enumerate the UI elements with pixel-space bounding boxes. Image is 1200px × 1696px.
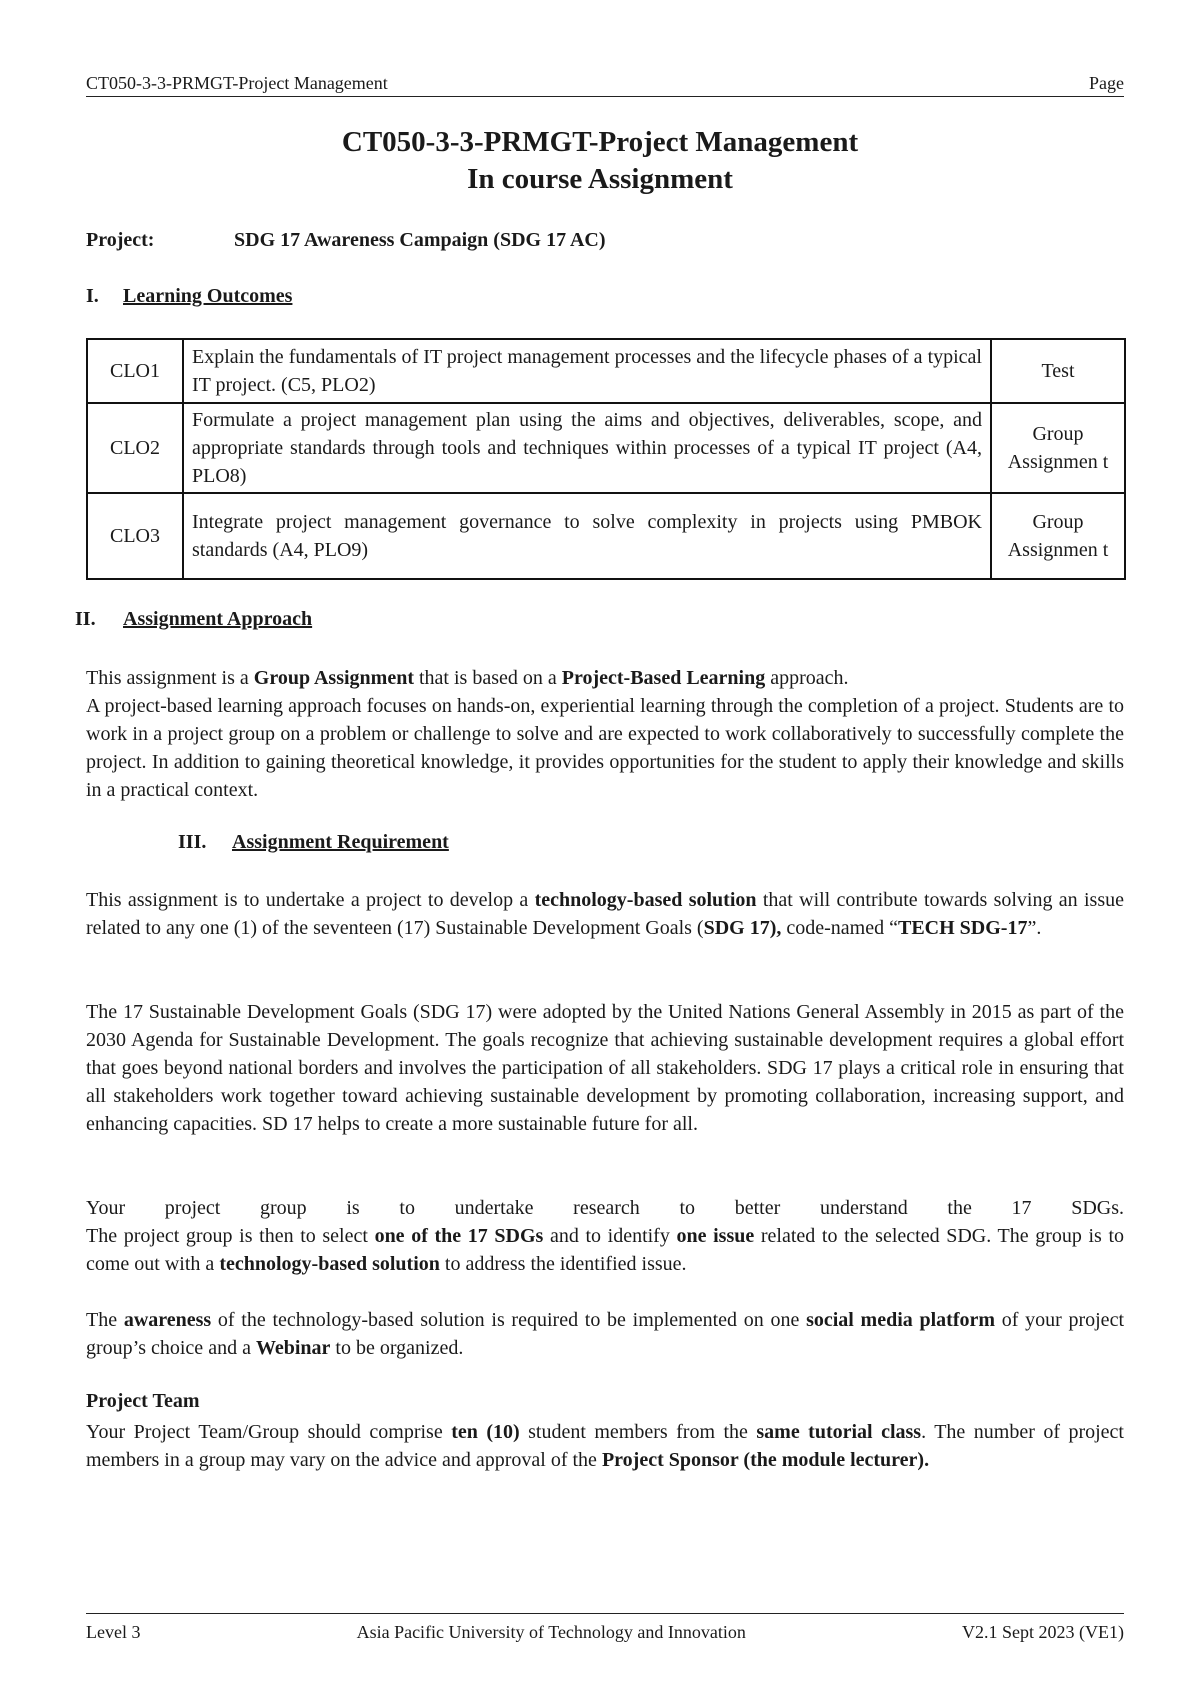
header-course-code: CT050-3-3-PRMGT-Project Management [86, 73, 388, 93]
clo-description: Explain the fundamentals of IT project management processes and the lifecycle phases of a typical IT project. (C5, PLO2) [183, 339, 991, 403]
title-line-1: CT050-3-3-PRMGT-Project Management [341, 126, 859, 158]
requirement-paragraph-2: The 17 Sustainable Development Goals (SDG 17) were adopted by the United Nations General Assembly in 2015 as part of the 2030 Agenda for Sustainable Development. The goals recognize that achieving sustainable development requires a global effort that goes beyond national borders and involves the participation of all stakeholders. SDG 17 plays a critical role in ensuring that all stakeholders work together toward achieving sustainable development by promoting collaboration, increasing support, and enhancing capacities. SD 17 helps to create a more sustainable future for all. [86, 1001, 1124, 1135]
clo-description: Integrate project management governance to solve complexity in projects using PMBOK standards (A4, PLO9) [183, 493, 991, 579]
title-line-2: In course Assignment [467, 163, 733, 195]
header-page-label: Page [1089, 73, 1124, 93]
section-assignment-approach [75, 608, 312, 631]
requirement-paragraph-3: Your project group is to undertake research to better understand the 17 SDGs. The project group is then to select one of the 17 SDGs and to identify one issue related to the selected SDG. The group is to come out with a technology-based solution to address the identified issue. [86, 1197, 1125, 1275]
learning-outcomes-table [86, 338, 1126, 580]
section-assignment-requirement [178, 831, 449, 854]
project-line [86, 229, 606, 252]
approach-paragraph-2: A project-based learning approach focuses on hands-on, experiential learning through the completion of a project. Students are to work in a project group on a problem or challenge to solve and are expected to work collaboratively to successfully complete the project. In addition to gaining theoretical knowledge, it provides opportunities for the student to apply their knowledge and skills in a practical context. [86, 695, 1124, 801]
document-title [0, 124, 1200, 198]
section-learning-outcomes [86, 285, 292, 308]
requirement-paragraph-1: This assignment is to undertake a project to develop a technology-based solution that will contribute towards solving an issue related to any one (1) of the seventeen (17) Sustainable Development Goals (SDG 17), code-named “TECH SDG-17”. [86, 889, 1124, 939]
footer-university: Asia Pacific University of Technology and Innovation [356, 1622, 746, 1642]
section-title: Assignment Approach [123, 608, 313, 630]
section-number: III. [178, 831, 207, 853]
clo-code: CLO2 [87, 403, 183, 493]
clo-description: Formulate a project management plan using the aims and objectives, deliverables, scope, and appropriate standards through tools and techniques within processes of a typical IT project (A4, PLO8) [183, 403, 991, 493]
table-row [87, 403, 1125, 493]
project-team-heading: Project Team [86, 1390, 200, 1412]
approach-paragraph-1: This assignment is a Group Assignment that is based on a Project-Based Learning approach. [86, 667, 849, 689]
clo-assessment: Group Assignmen t [991, 403, 1125, 493]
section-title: Learning Outcomes [123, 285, 293, 307]
page-footer [86, 1613, 1124, 1643]
project-label: Project: [86, 229, 155, 251]
clo-assessment: Group Assignmen t [991, 493, 1125, 579]
clo-code: CLO3 [87, 493, 183, 579]
requirement-paragraph-4: The awareness of the technology-based solution is required to be implemented on one social media platform of your project group’s choice and a Webinar to be organized. [86, 1309, 1124, 1359]
clo-assessment: Test [991, 339, 1125, 403]
project-team-paragraph: Your Project Team/Group should comprise ten (10) student members from the same tutorial class. The number of project members in a group may vary on the advice and approval of the Project Sponsor (the module lecturer). [86, 1421, 1124, 1471]
section-title: Assignment Requirement [232, 831, 449, 853]
project-name: SDG 17 Awareness Campaign (SDG 17 AC) [234, 229, 606, 251]
footer-version: V2.1 Sept 2023 (VE1) [962, 1622, 1124, 1642]
section-number: II. [75, 608, 96, 630]
table-row [87, 493, 1125, 579]
section-number: I. [86, 285, 99, 307]
clo-code: CLO1 [87, 339, 183, 403]
page-header [86, 73, 1124, 97]
table-row [87, 339, 1125, 403]
footer-level: Level 3 [86, 1622, 141, 1642]
